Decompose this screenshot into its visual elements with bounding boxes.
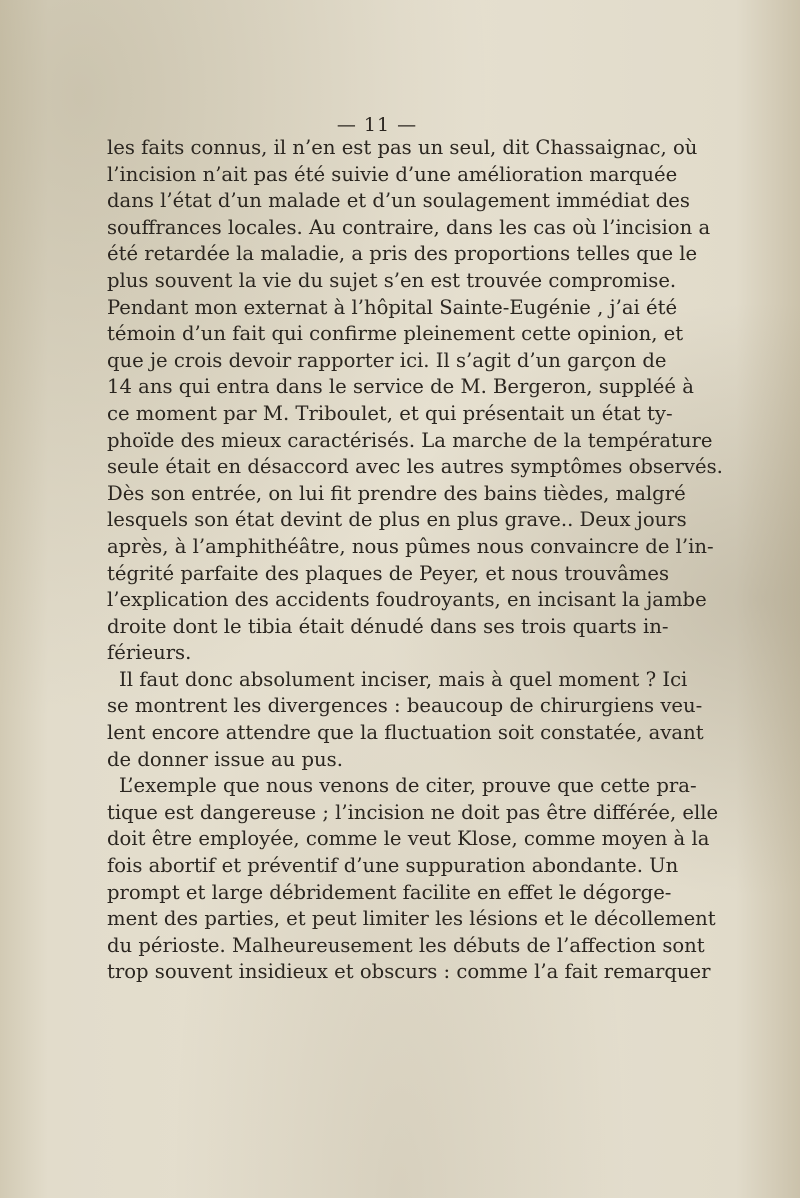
text-line: Dès son entrée, on lui fit prendre des bains tièdes, malgré [107,481,686,505]
text-line: l’incision n’ait pas été suivie d’une amélioration marquée [107,162,678,186]
text-line: été retardée la maladie, a pris des proportions telles que le [107,242,698,266]
text-line: de donner issue au pus. [107,747,343,771]
text-line: les faits connus, il n’en est pas un seul, dit Chassaignac, où [107,136,698,159]
text-line: après, à l’amphithéâtre, nous pûmes nous convaincre de l’in- [107,534,714,558]
text-line: doit être employée, comme le veut Klose, comme moyen à la [107,827,710,851]
text-line: trop souvent insidieux et obscurs : comme l’a fait remarquer [107,960,711,984]
body-text [107,135,723,986]
text-line: souffrances locales. Au contraire, dans les cas où l’incision a [107,215,711,239]
text-line: seule était en désaccord avec les autres symptômes observés. [107,455,723,479]
text-line: que je crois devoir rapporter ici. Il s’agit d’un garçon de [107,348,667,372]
text-line: ment des parties, et peut limiter les lésions et le décollement [107,907,716,931]
text-line: Pendant mon externat à l’hôpital Sainte-Eugénie , j’ai été [107,295,678,319]
page-number: — 11 — [336,114,418,136]
text-line: l’explication des accidents foudroyants, en incisant la jambe [107,588,707,612]
text-line: du périoste. Malheureusement les débuts de l’affection sont [107,933,705,957]
text-line: témoin d’un fait qui confirme pleinement cette opinion, et [107,322,684,346]
text-line: tique est dangereuse ; l’incision ne doit pas être différée, elle [107,800,719,824]
text-line: droite dont le tibia était dénudé dans ses trois quarts in- [107,614,669,638]
text-line: prompt et large débridement facilite en effet le dégorge- [107,880,672,904]
text-line: férieurs. [107,641,192,665]
text-line: dans l’état d’un malade et d’un soulagement immédiat des [107,189,690,213]
text-line: tégrité parfaite des plaques de Peyer, et nous trouvâmes [107,561,670,585]
text-line: se montrent les divergences : beaucoup de chirurgiens veu- [107,694,703,718]
text-line: lesquels son état devint de plus en plus grave.. Deux jours [107,508,687,532]
text-line: 14 ans qui entra dans le service de M. Bergeron, suppléé à [107,375,694,399]
text-line: phoïde des mieux caractérisés. La marche de la température [107,428,713,452]
text-line: fois abortif et préventif d’une suppuration abondante. Un [107,854,679,878]
text-line: Il faut donc absolument inciser, mais à quel moment ? Ici [119,667,688,691]
text-line: L’exemple que nous venons de citer, prouve que cette pra- [119,774,697,798]
text-line: plus souvent la vie du sujet s’en est trouvée compromise. [107,268,677,292]
text-line: ce moment par M. Triboulet, et qui présentait un état ty- [107,401,673,425]
text-line: lent encore attendre que la fluctuation soit constatée, avant [107,721,704,745]
